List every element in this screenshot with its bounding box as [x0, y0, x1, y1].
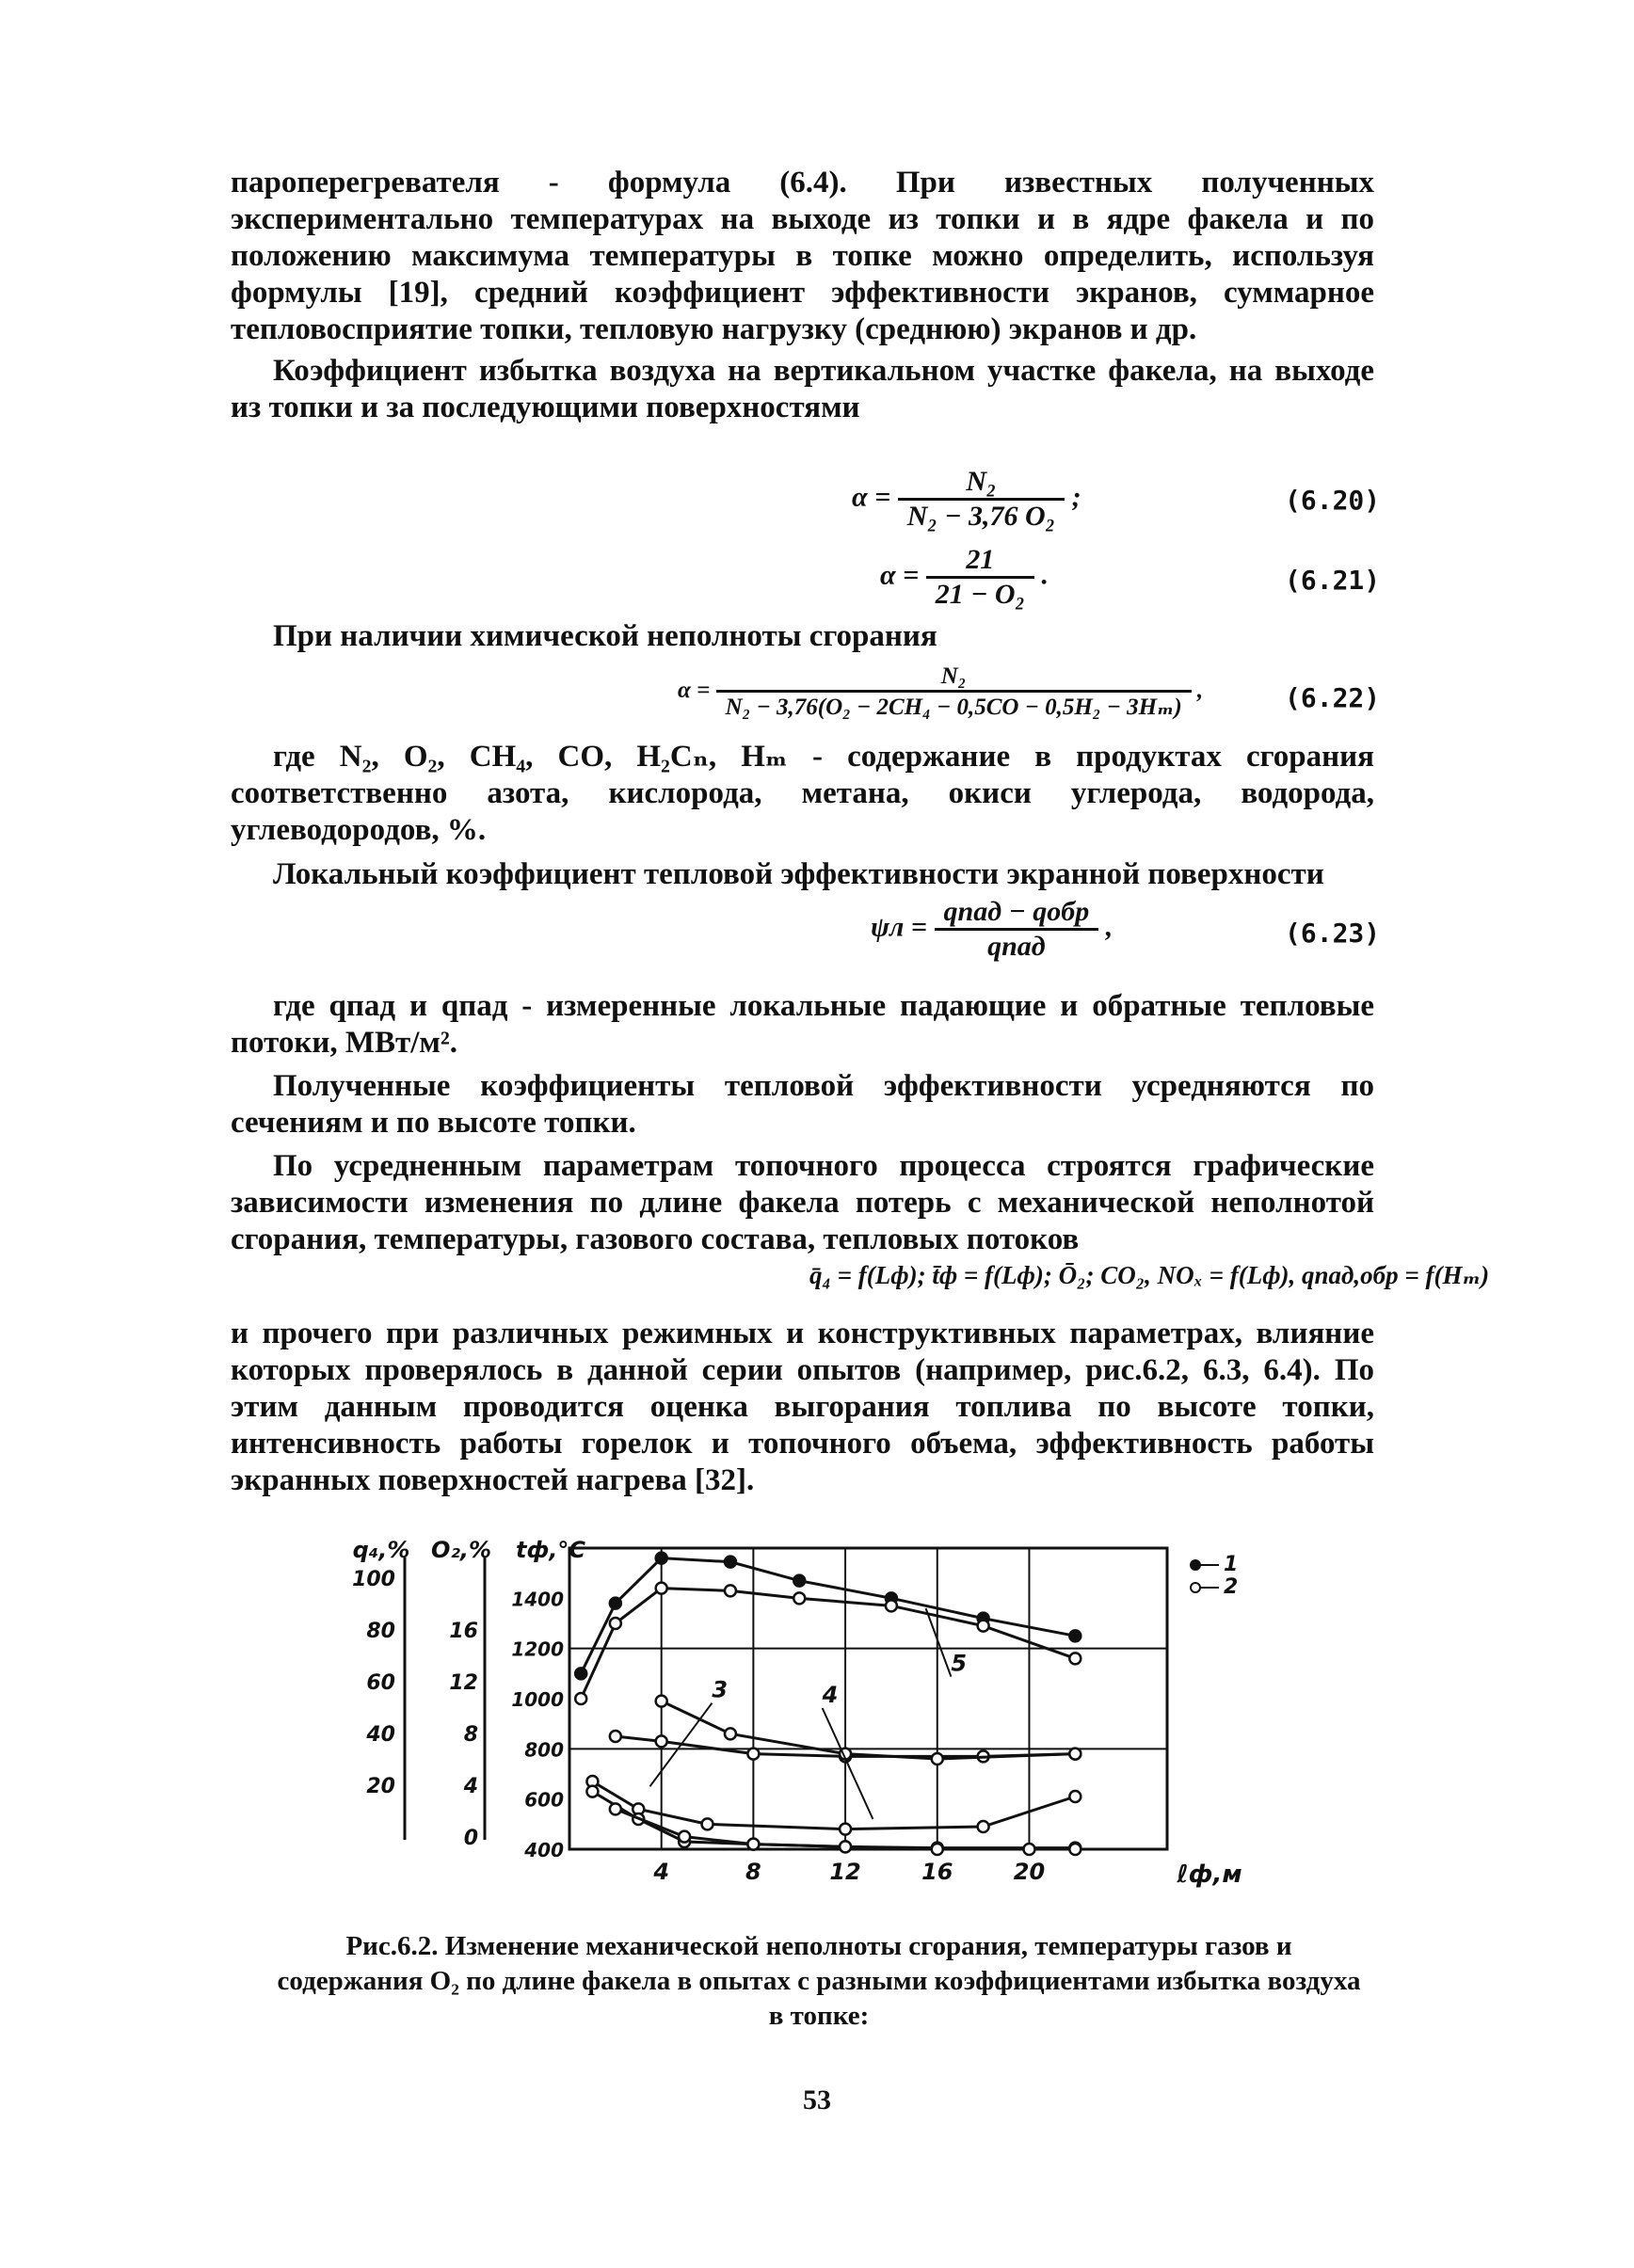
figure-caption — [216, 1929, 1421, 2034]
x-axis-label: ℓф,м — [1177, 1861, 1242, 1889]
temperature-tick-label: 1400 — [511, 1588, 564, 1611]
data-point-open — [725, 1585, 736, 1596]
equation-6-21: α = $\frac{21}{\text{21 − O₂}}$ . — [880, 544, 1049, 610]
x-tick-label: 20 — [1013, 1859, 1046, 1885]
paragraph-7: Полученные коэффициенты тепловой эффективности усредняются по сечениям и по высоте топки. — [231, 1069, 1374, 1140]
data-point-open — [932, 1844, 943, 1855]
data-point-filled — [1069, 1630, 1081, 1641]
data-point-open — [610, 1618, 621, 1629]
paragraph-8: По усредненным параметрам топочного процесса строятся графические зависимости изменения по длине факела потерь с механической неполнотой сгорания, температуры, газового состава, тепловых потоков — [231, 1149, 1374, 1256]
data-point-open — [747, 1749, 759, 1760]
data-point-open — [978, 1821, 989, 1832]
q4-tick-label: 20 — [366, 1775, 395, 1798]
temperature-tick-label: 400 — [524, 1839, 564, 1861]
data-point-open — [1069, 1844, 1081, 1855]
x-tick-label: 4 — [653, 1859, 670, 1885]
data-point-open — [610, 1803, 621, 1814]
data-point-open — [1069, 1791, 1081, 1802]
q4-tick-label: 60 — [366, 1671, 395, 1695]
page-number: 53 — [803, 2084, 831, 2116]
legend-label: 1 — [1224, 1553, 1239, 1576]
curve-annotation: 3 — [712, 1676, 729, 1703]
dependencies-line: q̄₄ = f(Lф); t̄ф = f(Lф); Ō₂; CO₂, NOₓ = f(Lф), qпад,обр = f(Hₘ) — [809, 1261, 1490, 1289]
x-tick-label: 12 — [829, 1859, 861, 1885]
data-point-open — [1023, 1844, 1034, 1855]
temperature-tick-label: 1200 — [511, 1637, 564, 1661]
chart-svg — [339, 1529, 1280, 1906]
paragraph-1: пароперегревателя - формула (6.4). При известных полученных экспериментально температурах на выходе из топки и в ядре факела и по положению максимума температуры в топке можно определить, используя формулы [19], средний коэффициент эффективности экранов, суммарное тепловосприятие топки, тепловую нагрузку (среднюю) экранов и др. — [231, 166, 1374, 346]
figure-6-2 — [339, 1529, 1280, 1906]
data-point-open — [679, 1831, 690, 1843]
data-point-open — [702, 1818, 713, 1829]
o2-axis-label: O₂,% — [430, 1537, 492, 1563]
annotation-leader — [823, 1708, 873, 1819]
o2-tick-label: 12 — [449, 1671, 478, 1695]
series-line — [592, 1781, 1075, 1829]
q4-tick-label: 100 — [352, 1568, 395, 1591]
data-point-open — [725, 1728, 736, 1739]
paragraph-4: где N₂, O₂, CH₄, CO, H₂Cₙ, Hₘ - содержание в продуктах сгорания соответственно азота, кислорода, метана, окиси углерода, водорода, углеводородов, %. — [231, 740, 1374, 847]
data-point-open — [575, 1693, 586, 1704]
legend-marker-open — [1191, 1583, 1200, 1592]
data-point-open — [656, 1696, 667, 1707]
o2-tick-label: 4 — [463, 1775, 478, 1798]
data-point-open — [610, 1731, 621, 1742]
equation-6-20: α = $\frac{\text{N₂}}{\text{N₂ − 3,76 O₂}}$ ; — [852, 466, 1081, 532]
caption-line-3: в топке: — [768, 2001, 870, 2031]
curve-annotation: 4 — [822, 1682, 839, 1708]
data-point-open — [978, 1621, 989, 1632]
temperature-tick-label: 800 — [524, 1738, 564, 1762]
data-point-filled — [725, 1557, 736, 1568]
q4-tick-label: 40 — [366, 1723, 395, 1747]
equation-number-6-21: (6.21) — [1285, 565, 1381, 596]
temperature-tick-label: 1000 — [511, 1688, 564, 1711]
caption-line-1: Рис.6.2. Изменение механической неполноты сгорания, температуры газов и — [345, 1931, 1292, 1961]
temperature-tick-label: 600 — [524, 1788, 564, 1812]
series-line — [581, 1558, 1075, 1674]
data-point-filled — [610, 1598, 621, 1609]
paragraph-3: При наличии химической неполноты сгорания — [273, 619, 937, 653]
data-point-filled — [793, 1575, 805, 1587]
x-tick-label: 16 — [921, 1859, 953, 1885]
o2-tick-label: 0 — [463, 1827, 478, 1850]
temperature-axis-label: tф,°C — [515, 1537, 586, 1563]
data-point-open — [840, 1841, 851, 1852]
equation-number-6-22: (6.22) — [1285, 682, 1381, 713]
data-point-filled — [575, 1668, 586, 1679]
data-point-open — [932, 1753, 943, 1765]
data-point-open — [1069, 1653, 1081, 1664]
x-tick-label: 8 — [745, 1859, 761, 1885]
data-point-open — [586, 1786, 598, 1797]
data-point-open — [656, 1583, 667, 1594]
paragraph-9: и прочего при различных режимных и конструктивных параметрах, влияние которых проверялось в данной серии опытов (например, рис.6.2, 6.3, 6.4). По этим данным проводится оценка выгорания топлива по высоте топки, интенсивность работы горелок и топочного объема, эффективность работы экранных поверхностей нагрева [32]. — [231, 1317, 1374, 1497]
equation-6-22: α = $\frac{\text{N₂}}{\text{N₂ − 3,76(O₂ − 2CH₄ − 0,5CO − 0,5H₂ − 3Hₘ)}}$ , — [678, 663, 1204, 720]
caption-line-2: содержания O₂ по длине факела в опытах с разными коэффициентами избытка воздуха — [277, 1966, 1361, 1996]
data-point-open — [1069, 1749, 1081, 1760]
data-point-open — [840, 1824, 851, 1835]
data-point-filled — [656, 1553, 667, 1564]
paragraph-6: где qпад и qпад - измеренные локальные падающие и обратные тепловые потоки, МВт/м². — [231, 989, 1374, 1060]
data-point-open — [747, 1839, 759, 1850]
q4-axis-label: q₄,% — [352, 1537, 410, 1563]
data-point-open — [886, 1600, 897, 1611]
o2-tick-label: 16 — [449, 1620, 478, 1643]
paragraph-2: Коэффициент избытка воздуха на вертикальном участке факела, на выходе из топки и за последующими поверхностями — [231, 354, 1374, 424]
paragraph-5: Локальный коэффициент тепловой эффективности экранной поверхности — [273, 857, 1324, 891]
data-point-open — [656, 1735, 667, 1747]
equation-number-6-20: (6.20) — [1285, 485, 1381, 516]
curve-annotation: 5 — [951, 1650, 968, 1677]
o2-tick-label: 8 — [463, 1723, 478, 1747]
legend-marker-filled — [1191, 1560, 1200, 1570]
equation-6-23: ψл = $\frac{\text{qпад − qобр}}{\text{qпад}}$ , — [871, 896, 1113, 962]
equation-number-6-23: (6.23) — [1285, 918, 1381, 949]
q4-tick-label: 80 — [366, 1620, 395, 1643]
legend-label: 2 — [1224, 1575, 1239, 1599]
data-point-open — [793, 1592, 805, 1604]
